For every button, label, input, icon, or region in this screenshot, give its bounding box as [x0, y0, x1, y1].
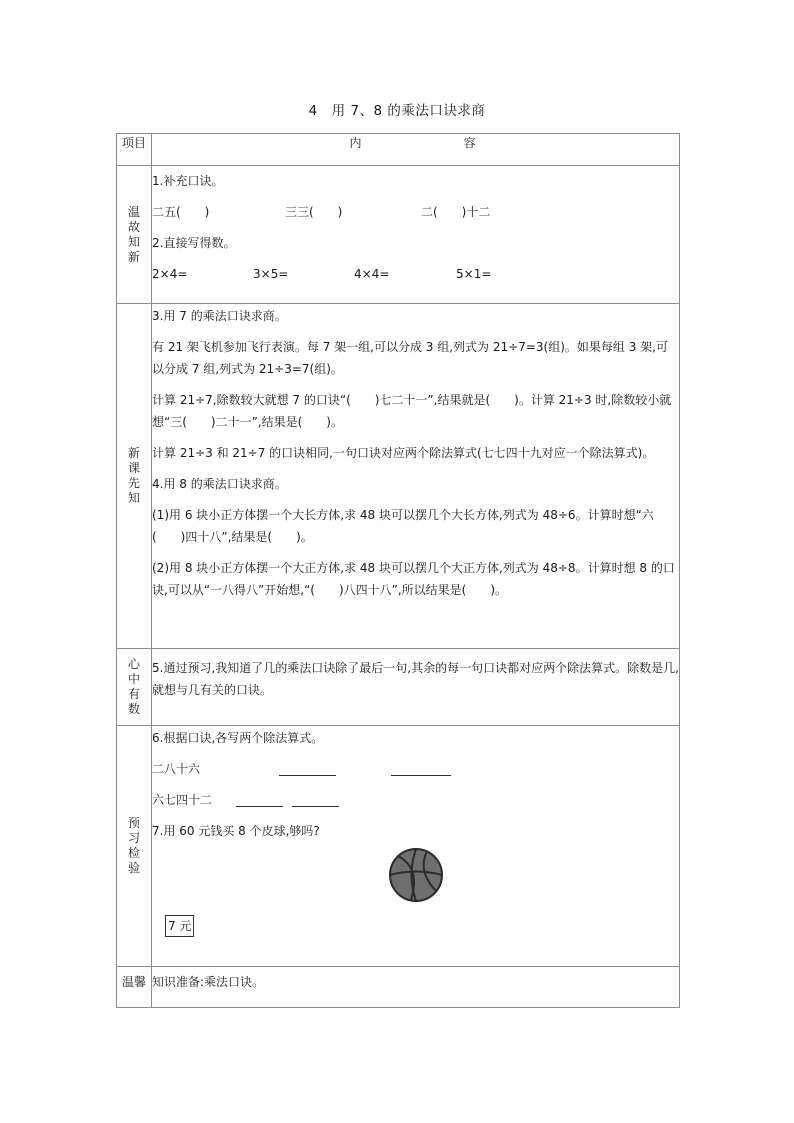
- mind-row: [117, 649, 680, 726]
- new-lesson-row: [117, 304, 680, 649]
- tip-label: 温馨: [117, 967, 152, 1008]
- tip-row: [117, 967, 680, 1008]
- new-lesson-content: [152, 304, 680, 649]
- mind-content: [152, 649, 680, 726]
- q2-item: 4×4=: [354, 267, 390, 281]
- review-label: 温 故 知 新: [117, 166, 152, 304]
- question-5: 5.通过预习,我知道了几的乘法口诀除了最后一句,其余的每一句口诀都对应两个除法算式。除数是几,就想与几有关的口诀。: [152, 661, 679, 697]
- price-tag: 7 元: [165, 915, 194, 937]
- paragraph: 计算 21÷3 和 21÷7 的口诀相同,一句口诀对应两个除法算式(七七四十九对应一个除法算式)。: [152, 446, 655, 460]
- q1-items: [152, 201, 679, 223]
- paragraph: (1)用 6 块小正方体摆一个大长方体,求 48 块可以摆几个大长方体,列式为 48÷6。计算时想“六( )四十八”,结果是( )。: [152, 508, 654, 544]
- mind-label: 心 中 有 数: [117, 649, 152, 726]
- basketball-icon: [387, 846, 445, 904]
- tip-content: 知识准备:乘法口诀。: [152, 967, 680, 1008]
- rhyme-row-1: [152, 758, 679, 780]
- answer-blank[interactable]: [292, 792, 339, 807]
- header-item: 项目: [117, 134, 152, 166]
- question-4: 4.用 8 的乘法口诀求商。: [152, 477, 287, 491]
- review-row: [117, 166, 680, 304]
- answer-blank[interactable]: [279, 761, 336, 776]
- answer-blank[interactable]: [236, 792, 283, 807]
- check-label: 预 习 检 验: [117, 726, 152, 967]
- check-content: [152, 726, 680, 967]
- rhyme-text: 六七四十二: [152, 793, 213, 807]
- q1-item: 三三( ): [285, 205, 343, 219]
- worksheet-table: [116, 133, 680, 1008]
- question-6: 6.根据口诀,各写两个除法算式。: [152, 731, 324, 745]
- question-1: 1.补充口诀。: [152, 174, 224, 188]
- paragraph: 有 21 架飞机参加飞行表演。每 7 架一组,可以分成 3 组,列式为 21÷7=3(组)。如果每组 3 架,可以分成 7 组,列式为 21÷3=7(组)。: [152, 340, 668, 376]
- question-3: 3.用 7 的乘法口诀求商。: [152, 309, 287, 323]
- answer-blank[interactable]: [391, 761, 451, 776]
- new-lesson-label: 新 课 先 知: [117, 304, 152, 649]
- q1-item: 二五( ): [152, 205, 210, 219]
- question-7: 7.用 60 元钱买 8 个皮球,够吗?: [152, 824, 320, 838]
- header-row: [117, 134, 680, 166]
- q2-items: [152, 263, 679, 285]
- q2-item: 3×5=: [253, 267, 289, 281]
- review-content: [152, 166, 680, 304]
- question-2: 2.直接写得数。: [152, 236, 236, 250]
- rhyme-row-2: [152, 789, 679, 811]
- q2-item: 2×4=: [152, 267, 188, 281]
- rhyme-text: 二八十六: [152, 762, 201, 776]
- paragraph: (2)用 8 块小正方体摆一个大正方体,求 48 块可以摆几个大正方体,列式为 48÷8。计算时想 8 的口诀,可以从“一八得八”开始想,“( )八四十八”,所以结果是( )。: [152, 561, 675, 597]
- check-row: [117, 726, 680, 967]
- paragraph: 计算 21÷7,除数较大就想 7 的口诀“( )七二十一”,结果就是( )。计算 21÷3 时,除数较小就想“三( )二十一”,结果是( )。: [152, 393, 672, 429]
- q2-item: 5×1=: [456, 267, 492, 281]
- page-title: 4 用 7、8 的乘法口诀求商: [308, 103, 486, 119]
- header-content: 内 容: [152, 134, 680, 166]
- ball-figure: [152, 842, 679, 907]
- q1-item: 二( )十二: [421, 205, 491, 219]
